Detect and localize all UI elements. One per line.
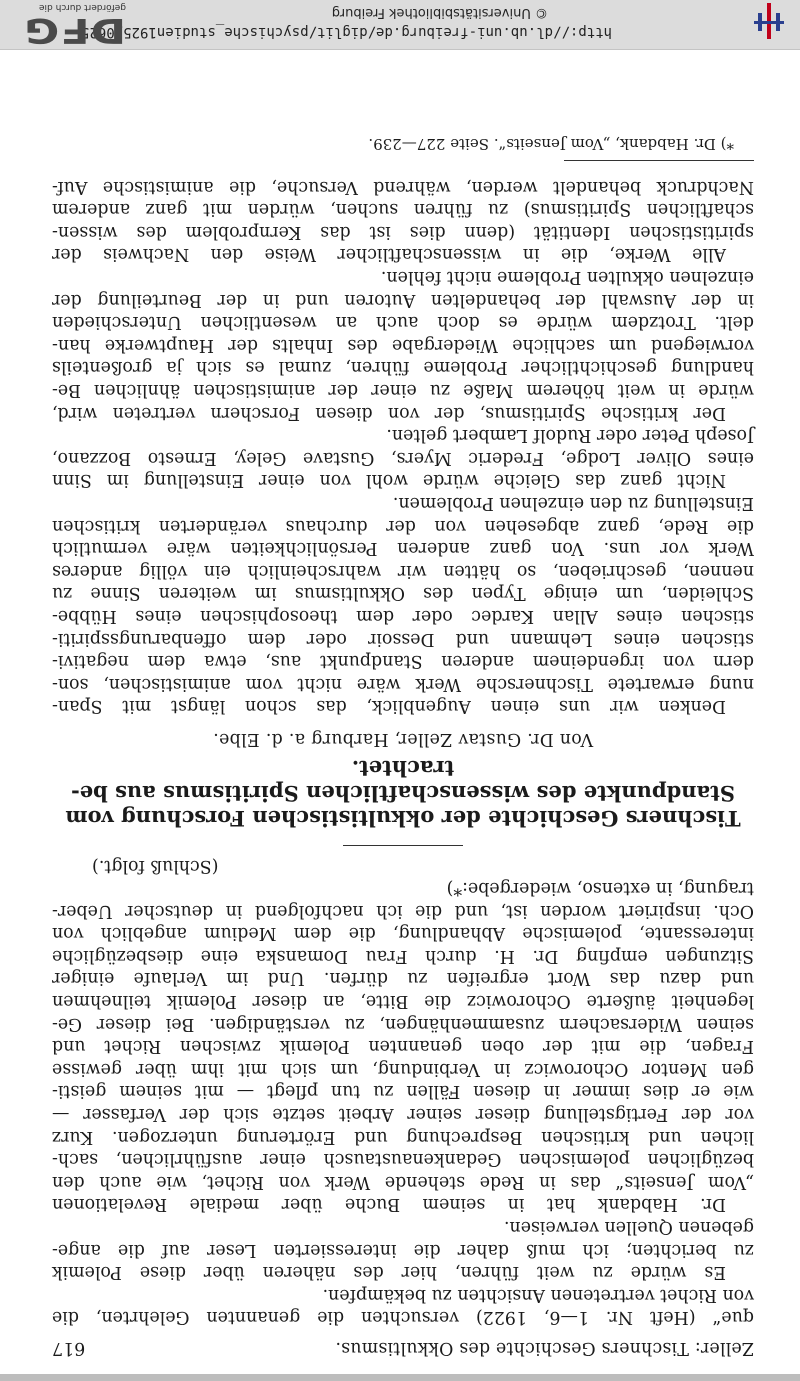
title-line: Standpunkte des wissenschaftlichen Spiritismus aus be- xyxy=(71,780,736,806)
text-line: Der kritische Spiritismus, der von diesen Forschern vertreten wird, xyxy=(52,402,726,423)
text-line: zu berichten; ich muß daher die interessierten Leser auf die ange- xyxy=(52,1239,754,1260)
text-line: seinen Widersachern zusammenhängen, zu verständigen. Bei dieser Ge- xyxy=(52,1013,754,1034)
paragraph xyxy=(52,424,754,492)
text-line: stischen eines Lehmann und Dessoir oder dem offenbarungsspiriti- xyxy=(52,628,754,649)
text-line: Einstellung zu den einzelnen Problemen. xyxy=(392,493,754,513)
text-line: dern von irgendeinem anderen Standpunkt aus, etwa dem negativi- xyxy=(52,651,754,672)
page-text-block xyxy=(52,134,754,1359)
dfg-logo xyxy=(8,1,126,50)
text-line: spiritistischen Identität (denn dies ist das Kernproblem des wissen- xyxy=(52,221,754,242)
bottom-edge-strip xyxy=(0,1374,800,1381)
article-author: Von Dr. Gustav Zeller, Harburg a. d. Elbe. xyxy=(212,728,594,749)
document-url-link[interactable]: http://dl.ub.uni-freiburg.de/diglit/psychische_studien1925/0625 xyxy=(80,24,612,40)
text-line: Och. inspiriert worden ist, und die ich nachfolgend in deutscher Ueber- xyxy=(52,900,754,921)
text-line: gebenen Quellen verweisen. xyxy=(503,1217,754,1238)
text-line: in der Auswahl der behandelten Autoren und in der Beurteilung der xyxy=(52,289,754,310)
text-line: handlung geschichtlicher Probleme führen, zumal es sich ja großenteils xyxy=(52,357,754,378)
running-title: Zeller: Tischners Geschichte des Okkultismus. xyxy=(335,1338,754,1358)
text-line: tragung, in extenso, wiedergebe:*) xyxy=(446,878,754,899)
paragraph xyxy=(52,877,754,1216)
university-library-logo-icon xyxy=(748,1,788,41)
text-line: Nachdruck behandelt werden, während Versuche, die animistische Auf- xyxy=(52,176,754,197)
title-line: trachtet. xyxy=(351,755,455,781)
text-line: die Rede, ganz abgesehen von der durchaus veränderten kritischen xyxy=(52,515,754,536)
text-line: einzelnen okkulten Probleme nicht fehlen. xyxy=(380,267,754,288)
running-header xyxy=(52,1336,754,1359)
text-line: nung erwartete Tischnersche Werk wäre nicht vom animistischen, son- xyxy=(52,673,754,694)
text-line: Schleiden, um einige Typen des Okkultismus im weiteren Sinne zu xyxy=(52,583,754,604)
text-line: Es würde zu weit führen, hier des näheren über diese Polemik xyxy=(52,1262,726,1283)
text-line: Joseph Peter oder Rudolf Lambert gelten. xyxy=(386,425,754,446)
paragraph xyxy=(52,265,754,423)
page-number: 617 xyxy=(52,1338,86,1358)
copyright-notice: © Universitätsbibliothek Freiburg xyxy=(331,5,548,20)
text-line: und dazu das Wort ergreifen zu dürfen. Und im Verlaufe einiger xyxy=(52,968,754,989)
article-title xyxy=(52,756,754,831)
paragraph xyxy=(52,175,754,265)
text-line: „Vom Jenseits“ das in Rede stehende Werk von Richet, wie auch den xyxy=(52,1171,754,1192)
text-line: von Richet vertretenen Ansichten zu bekämpfen. xyxy=(322,1284,754,1305)
text-line: Fragen, die mit der oben genannten Polemik zwischen Richet und xyxy=(52,1036,754,1057)
text-line: lichen und kritischen Besprechung und Erörterung unterzogen. Kurz xyxy=(52,1126,754,1147)
paragraph xyxy=(52,1283,754,1328)
text-line: Nicht ganz das Gleiche würde wohl von einer Einstellung im Sinn xyxy=(52,470,726,491)
dfg-logo-caption: gefördert durch die xyxy=(39,2,126,12)
title-line: Tischners Geschichte der okkultistischen Forschung vom xyxy=(65,805,741,831)
text-line: eines Oliver Lodge, Frederic Myers, Gustave Geley, Ernesto Bozzano, xyxy=(52,447,754,468)
text-line: que“ (Heft Nr. 1—6, 1922) versuchten die genannten Gelehrten, die xyxy=(52,1307,754,1328)
text-line: wie er dies immer in diesen Fällen zu tun pflegt — mit seinem geisti- xyxy=(52,1081,754,1102)
text-line: Denken wir uns einen Augenblick, das schon längst mit Span- xyxy=(52,696,726,717)
text-line: Werk vor uns. Von ganz anderen Persönlichkeiten wäre vermutlich xyxy=(52,538,754,559)
text-line: nennen, geschrieben, so hätten wir wahrscheinlich ein völlig anderes xyxy=(52,560,754,581)
repository-banner xyxy=(0,0,800,50)
text-line: schaftlichen Spiritismus) zu führen suchen, würden mit ganz anderem xyxy=(52,199,754,220)
text-line: stischen eines Allan Kardec oder dem theosophischen eines Hübbe- xyxy=(52,605,754,626)
footnote: *) Dr. Habdank, „Vom Jenseits“. Seite 227—239. xyxy=(368,135,734,154)
paragraph xyxy=(52,491,754,717)
text-line: Dr. Habdank hat in seinem Buche über mediale Revelationen xyxy=(52,1194,726,1215)
text-line: interessante, polemische Abhandlung, die dem Medium angeblich von xyxy=(52,923,754,944)
text-line: gen Mentor Ochorowicz in Verbindung, um sich mit ihm über gewisse xyxy=(52,1058,754,1079)
text-line: bezüglichen polemischen Gedankenaustausch einer ausführlichen, sach- xyxy=(52,1149,754,1170)
text-line: würde in weit höherem Maße zu einer der animistischen ähnlichen Be- xyxy=(52,380,754,401)
text-line: Alle Werke, die in wissenschaftlicher Weise den Nachweis der xyxy=(52,244,726,265)
text-line: vor der Fertigstellung dieser seiner Arbeit setzte sich der Verfasser — xyxy=(52,1104,754,1125)
text-line: Sitzungen empfing Dr. H. durch Frau Domanska eine diesbezügliche xyxy=(52,945,754,966)
text-line: delt. Trotzdem würde es doch auch an wesentlichen Unterschieden xyxy=(52,312,754,333)
text-line: vorwiegend um sachliche Wiedergabe des Inhalts der Hauptwerke han- xyxy=(52,334,754,355)
dfg-logo-mark: DFG xyxy=(23,10,126,50)
schluss-note: (Schluß folgt.) xyxy=(92,855,219,876)
text-line: legenheit äußerte Ochorowicz die Bitte, an dieser Polemik teilnehmen xyxy=(52,991,754,1012)
footnote-rule xyxy=(564,160,754,161)
paragraph xyxy=(52,1215,754,1283)
section-divider xyxy=(343,845,463,846)
continuation-note xyxy=(52,854,754,877)
